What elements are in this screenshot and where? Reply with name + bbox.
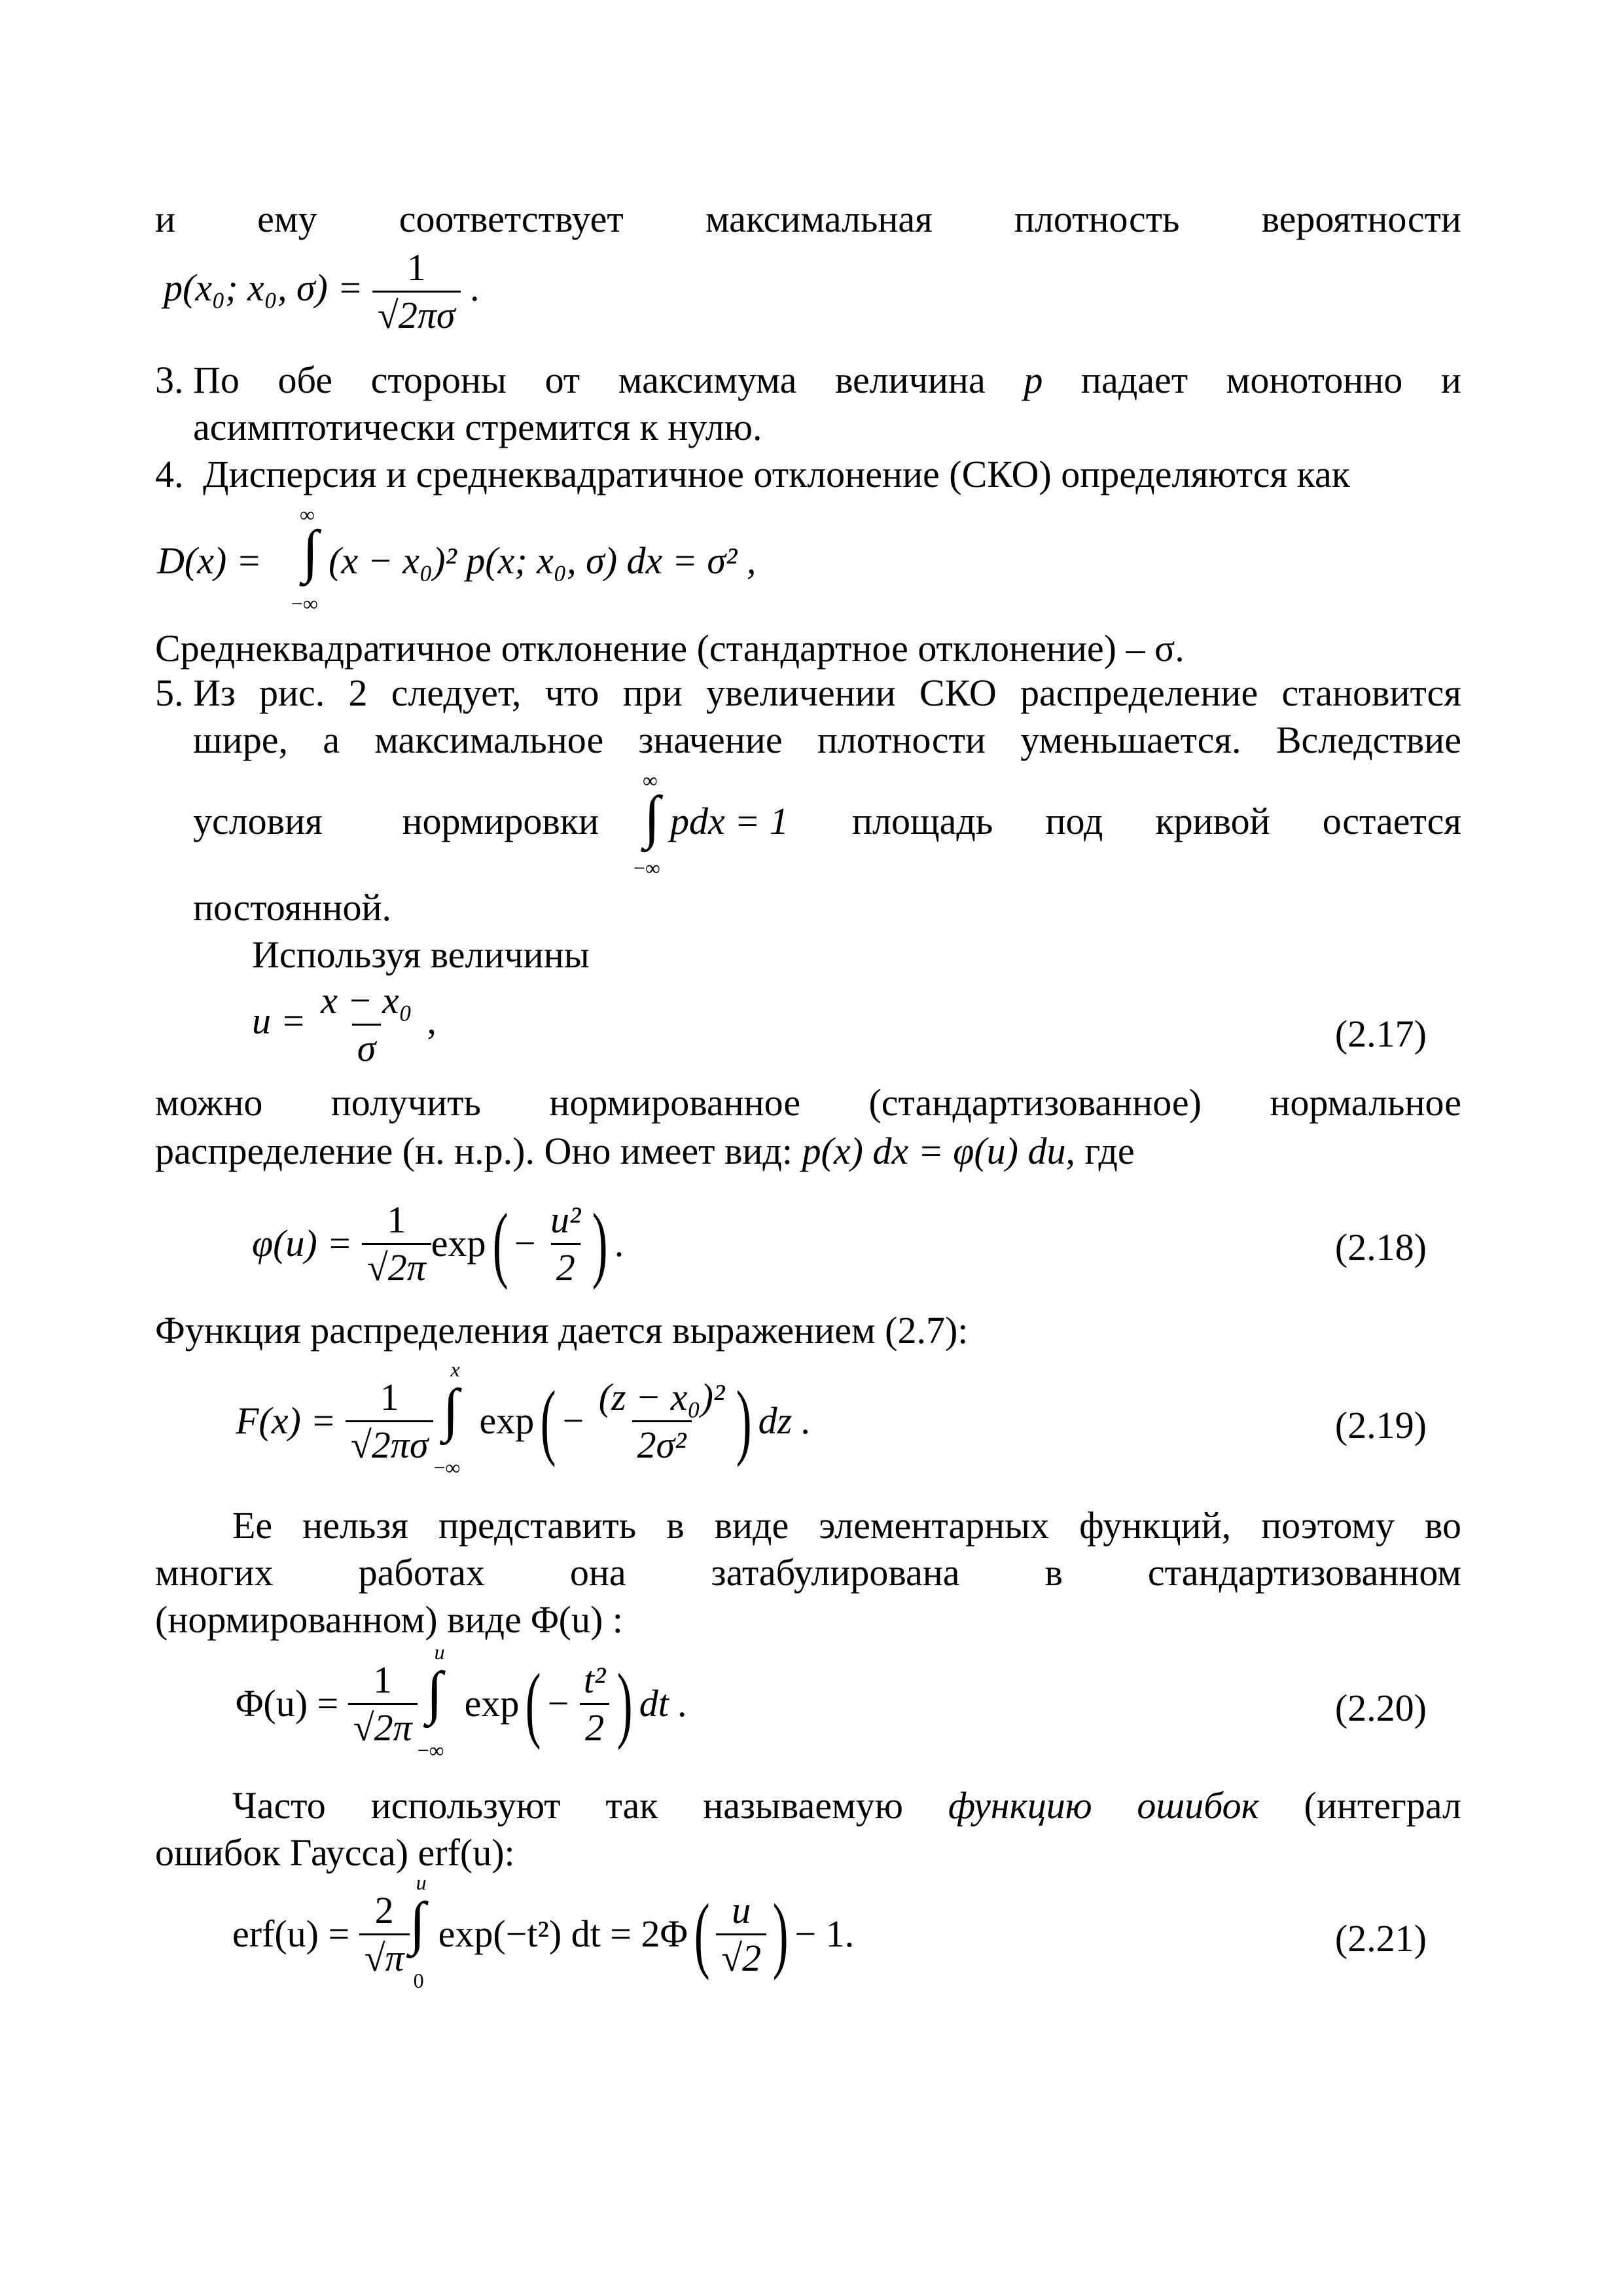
word: виде bbox=[714, 1504, 789, 1547]
paren-right: ) bbox=[772, 1887, 789, 1981]
integral-sign: ∫ bbox=[644, 785, 660, 850]
sko-line: Среднеквадратичное отклонение (стандартное отклонение) – σ. bbox=[155, 627, 1185, 670]
para2-line-1 bbox=[232, 1504, 1461, 1547]
word: максимальное bbox=[374, 719, 604, 761]
word: ему bbox=[257, 198, 317, 240]
punct: , bbox=[427, 999, 437, 1042]
numerator: 1 bbox=[406, 246, 426, 289]
word: многих bbox=[155, 1551, 274, 1594]
word: величина bbox=[834, 359, 986, 401]
paren-left: ( bbox=[492, 1196, 508, 1291]
formula-2-17 bbox=[252, 979, 437, 1069]
numerator: x − x₀ bbox=[321, 979, 412, 1022]
formula-2-19 bbox=[236, 1359, 811, 1483]
numerator: 1 bbox=[387, 1198, 406, 1241]
differential: dt . bbox=[639, 1682, 688, 1725]
item-3-line-2: асимптотически стремится к нулю. bbox=[193, 406, 762, 448]
word: По bbox=[193, 359, 240, 401]
upper-limit: u bbox=[434, 1640, 445, 1664]
item-number-3: 3. bbox=[155, 359, 184, 401]
formula-lhs: D(x) = bbox=[157, 539, 262, 582]
inline-formula: p(x) dx = φ(u) du bbox=[802, 1130, 1066, 1172]
word: распределение bbox=[1020, 672, 1258, 714]
denominator: 2 bbox=[580, 1703, 609, 1747]
integrand: exp(−t²) dt = 2Φ bbox=[438, 1912, 688, 1955]
word: получить bbox=[330, 1081, 481, 1124]
punct: . bbox=[470, 266, 480, 309]
word: так bbox=[605, 1784, 658, 1827]
equation-number-2-18: (2.18) bbox=[1334, 1226, 1427, 1268]
fraction bbox=[315, 979, 418, 1069]
upper-limit: ∞ bbox=[643, 768, 658, 792]
exp-label: exp bbox=[431, 1222, 486, 1265]
word: Вследствие bbox=[1275, 719, 1461, 761]
word: и bbox=[155, 198, 176, 240]
equation-number-2-21: (2.21) bbox=[1334, 1917, 1427, 1960]
lower-limit: 0 bbox=[413, 1969, 424, 1992]
word: функцию bbox=[948, 1784, 1092, 1827]
upper-limit: ∞ bbox=[300, 503, 315, 526]
numerator: 2 bbox=[374, 1888, 394, 1931]
word: во bbox=[1424, 1504, 1461, 1547]
text: распределение (н. н.р.). Оно имеет вид: bbox=[155, 1130, 802, 1172]
denominator: √π bbox=[359, 1933, 410, 1977]
word: соответствует bbox=[399, 198, 624, 240]
equation-number-2-19: (2.19) bbox=[1334, 1404, 1427, 1446]
paren-left: ( bbox=[694, 1887, 710, 1981]
lower-limit: −∞ bbox=[433, 1456, 461, 1479]
integrand: (x − x₀)² p(x; x₀, σ) dx = σ² , bbox=[329, 539, 757, 582]
word: кривой bbox=[1155, 800, 1270, 842]
word: стороны bbox=[370, 359, 507, 401]
word: вероятности bbox=[1261, 198, 1461, 240]
lower-limit: −∞ bbox=[417, 1738, 444, 1762]
minus-sign: − bbox=[562, 1399, 584, 1442]
word: и bbox=[1440, 359, 1461, 401]
word: плотности bbox=[817, 719, 986, 761]
word: нормированное bbox=[549, 1081, 801, 1124]
paren-left: ( bbox=[540, 1374, 556, 1468]
integral-sign: ∫ bbox=[442, 1378, 459, 1443]
word: нормировки bbox=[402, 800, 599, 842]
para2-line-2 bbox=[155, 1551, 1461, 1594]
word: следует, bbox=[391, 672, 522, 714]
word: при bbox=[622, 672, 683, 714]
word: Часто bbox=[232, 1784, 326, 1827]
word: от bbox=[544, 359, 580, 401]
denominator: √2πσ bbox=[372, 291, 461, 334]
fraction bbox=[579, 1658, 611, 1749]
word: 2 bbox=[348, 672, 368, 714]
punct: . bbox=[614, 1222, 624, 1265]
numerator: u bbox=[732, 1888, 751, 1931]
word: (стандартизованное) bbox=[868, 1081, 1202, 1124]
item-3-line-1 bbox=[193, 361, 1461, 399]
fraction bbox=[545, 1198, 586, 1289]
word: уменьшается. bbox=[1020, 719, 1241, 761]
lower-limit: −∞ bbox=[291, 592, 318, 615]
para3-line-2: ошибок Гаусса) erf(u): bbox=[155, 1831, 515, 1874]
word: становится bbox=[1281, 672, 1461, 714]
denominator: √2π bbox=[348, 1703, 418, 1747]
word: а bbox=[323, 719, 340, 761]
word: максимальная bbox=[705, 198, 933, 240]
integrand: pdx = 1 bbox=[670, 800, 789, 842]
using-line: Используя величины bbox=[252, 933, 590, 976]
equation-number-2-17: (2.17) bbox=[1334, 1013, 1427, 1055]
paren-right: ) bbox=[736, 1374, 752, 1468]
item-number-4: 4. bbox=[155, 453, 184, 495]
word: используют bbox=[370, 1784, 561, 1827]
equation-number-2-20: (2.20) bbox=[1334, 1687, 1427, 1729]
fraction bbox=[348, 1658, 418, 1749]
word: поэтому bbox=[1261, 1504, 1395, 1547]
formula-lhs: Φ(u) = bbox=[236, 1682, 339, 1725]
numerator: (z − x₀)² bbox=[598, 1375, 725, 1418]
item-5-line-1 bbox=[193, 674, 1461, 712]
word: значение bbox=[638, 719, 783, 761]
denominator: √2π bbox=[362, 1243, 431, 1287]
fraction bbox=[594, 1375, 730, 1466]
paren-right: ) bbox=[592, 1196, 608, 1291]
word: остается bbox=[1322, 800, 1461, 842]
word: что bbox=[544, 672, 599, 714]
formula-2-18 bbox=[252, 1185, 624, 1302]
item-5-line-3-right bbox=[852, 802, 1461, 840]
normalization-integral bbox=[628, 770, 825, 881]
numerator: u² bbox=[550, 1198, 581, 1241]
word: плотность bbox=[1014, 198, 1180, 240]
integral-sign: ∫ bbox=[302, 519, 319, 584]
formula-lhs: F(x) = bbox=[236, 1399, 336, 1442]
word: называемую bbox=[703, 1784, 904, 1827]
numerator: 1 bbox=[380, 1375, 399, 1418]
formula-2-20 bbox=[236, 1641, 688, 1766]
exp-label: exp bbox=[479, 1399, 535, 1442]
integral-sign: ∫ bbox=[426, 1660, 443, 1725]
lower-limit: −∞ bbox=[633, 856, 660, 880]
word: обе bbox=[277, 359, 332, 401]
word: затабулирована bbox=[711, 1551, 960, 1594]
denominator: 2σ² bbox=[632, 1420, 692, 1464]
word: в bbox=[666, 1504, 685, 1547]
formula-lhs: φ(u) = bbox=[252, 1222, 353, 1265]
minus-sign: − bbox=[514, 1222, 536, 1265]
denominator: σ bbox=[352, 1024, 382, 1067]
formula-lhs: u = bbox=[252, 999, 306, 1042]
item-4-text: Дисперсия и среднеквадратичное отклонение (СКО) определяются как bbox=[203, 453, 1350, 495]
para3-line-1 bbox=[232, 1784, 1461, 1827]
upper-limit: u bbox=[416, 1871, 427, 1894]
paren-right: ) bbox=[617, 1657, 633, 1751]
item-5-line-3-left bbox=[193, 802, 599, 840]
item-number-5: 5. bbox=[155, 672, 184, 714]
word: падает bbox=[1080, 359, 1188, 401]
integral-block bbox=[433, 1359, 479, 1483]
upper-limit: x bbox=[450, 1357, 460, 1381]
integral-sign: ∫ bbox=[409, 1891, 426, 1956]
fraction bbox=[359, 1888, 410, 1979]
integral-block bbox=[410, 1872, 438, 1996]
item-5-line-2 bbox=[193, 721, 1461, 759]
fraction bbox=[362, 1198, 431, 1289]
exp-label: exp bbox=[464, 1682, 520, 1725]
word: ошибок bbox=[1137, 1784, 1259, 1827]
word: представить bbox=[438, 1504, 637, 1547]
minus-sign: − bbox=[547, 1682, 569, 1725]
integral-block bbox=[418, 1641, 465, 1766]
para-line-1 bbox=[155, 1081, 1461, 1124]
word: элементарных bbox=[819, 1504, 1050, 1547]
para2-line-3: (нормированном) виде Φ(u) : bbox=[155, 1598, 623, 1641]
para-line-2 bbox=[155, 1132, 1135, 1170]
text-line-1 bbox=[155, 200, 1461, 238]
word: максимума bbox=[618, 359, 797, 401]
differential: dz . bbox=[758, 1399, 812, 1442]
formula-lhs: erf(u) = bbox=[232, 1912, 350, 1955]
word: p bbox=[1024, 359, 1043, 401]
denominator: 2 bbox=[551, 1243, 580, 1287]
func-line: Функция распределения дается выражением (2.7): bbox=[155, 1309, 969, 1352]
word: условия bbox=[193, 800, 323, 842]
word: нормальное bbox=[1270, 1081, 1461, 1124]
fraction bbox=[372, 246, 461, 336]
tail: − 1. bbox=[794, 1912, 855, 1955]
word: (интеграл bbox=[1304, 1784, 1461, 1827]
paren-left: ( bbox=[526, 1657, 541, 1751]
numerator: t² bbox=[583, 1658, 606, 1701]
word: она bbox=[569, 1551, 626, 1594]
formula-max-density bbox=[164, 246, 480, 336]
text: , где bbox=[1065, 1130, 1135, 1172]
word: рис. bbox=[259, 672, 325, 714]
word: работах bbox=[358, 1551, 485, 1594]
word: Ее bbox=[232, 1504, 273, 1547]
formula-lhs: p(x₀; x₀, σ) = bbox=[164, 266, 363, 309]
word: стандартизованном bbox=[1147, 1551, 1461, 1594]
fraction bbox=[716, 1888, 766, 1979]
formula-2-21 bbox=[232, 1872, 854, 1996]
word: шире, bbox=[193, 719, 288, 761]
denominator: √2πσ bbox=[346, 1420, 434, 1464]
word: СКО bbox=[919, 672, 997, 714]
word: под bbox=[1045, 800, 1103, 842]
word: Из bbox=[193, 672, 236, 714]
word: площадь bbox=[852, 800, 993, 842]
word: в bbox=[1044, 1551, 1063, 1594]
denominator: √2 bbox=[716, 1933, 766, 1977]
word: нельзя bbox=[302, 1504, 408, 1547]
fraction bbox=[346, 1375, 434, 1466]
word: монотонно bbox=[1226, 359, 1403, 401]
word: можно bbox=[155, 1081, 263, 1124]
numerator: 1 bbox=[373, 1658, 393, 1701]
word: функций, bbox=[1079, 1504, 1232, 1547]
word: увеличении bbox=[705, 672, 896, 714]
item-5-line-4: постоянной. bbox=[193, 886, 391, 929]
